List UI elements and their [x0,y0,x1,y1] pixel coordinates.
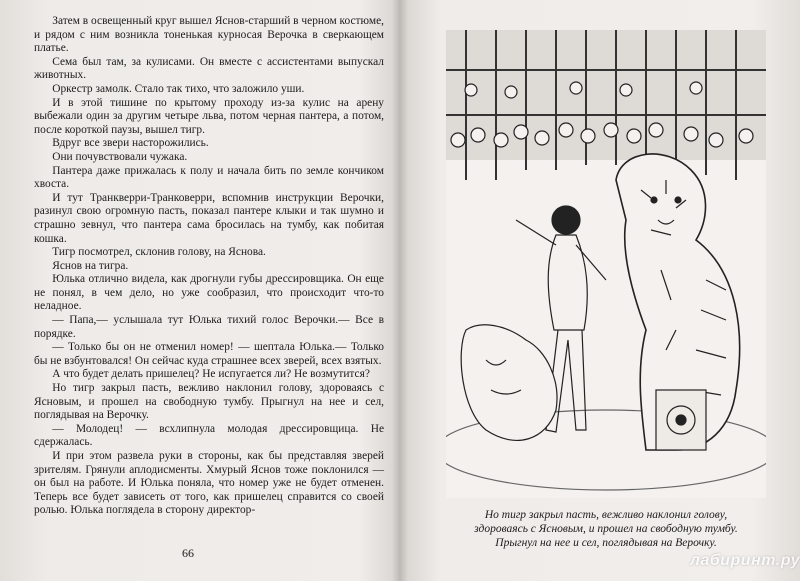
paragraph: Пантера даже прижалась к полу и начала бить по земле кончиком хвоста. [34,164,384,191]
paragraph: Яснов на тигра. [52,259,129,272]
illustration-drawing [446,30,766,498]
paragraph: Но тигр закрыл пасть, вежливо наклонил голову, здороваясь с Ясновым, и прошел на свободную тумбу. Прыгнул на нее и сел, поглядывая на Верочку. [34,382,384,422]
paragraph: Тигр посмотрел, склонив голову, на Яснова. [52,246,266,259]
paragraph: — Молодец! — всхлипнула молодая дрессировщица. Не сдержалась. [34,422,384,449]
paragraph: Сема был там, за кулисами. Он вместе с ассистентами выпускал животных. [34,55,384,82]
paragraph: Вдруг все звери насторожились. [52,137,209,150]
paragraph: Оркестр замолк. Стало так тихо, что заложило уши. [52,82,305,95]
paragraph: Они почувствовали чужака. [52,150,188,163]
page-gutter [392,0,408,581]
paragraph: А что будет делать пришелец? Не испугается ли? Не возмутится? [52,368,370,381]
paragraph: Затем в освещенный круг вышел Яснов-старший в черном костюме, и рядом с ним возникла тоненькая курносая Верочка в сверкающем платье. [34,15,384,55]
page-number: 66 [182,546,194,560]
caption-line: Прыгнул на нее и сел, поглядывая на Верочку. [495,537,717,549]
paragraph: И тут Транкверри-Транковерри, вспомнив инструкции Верочки, разинул свою огромную пасть, показал пантере клыки и так шумно и страшно зевнул, что пантера сама бросилась на тумбу, как побитая кошка. [34,191,384,245]
illustration-caption [430,508,782,550]
illustration-tiger-circus [446,30,766,498]
paragraph: И при этом развела руки в стороны, как бы представляя зверей зрителям. Грянули аплодисменты. Хмурый Яснов тоже поклонился — он был на работе. И Юлька поняла, что номер уже не будет отменен. Теперь все будет зависеть от того, как пришелец справится со своей ролью. Юлька поглядела в сторону директор- [34,450,384,517]
paragraph: И в этой тишине по крытому проходу из-за кулис на арену выбежали один за другим четыре льва, потом черная пантера, а потом, после короткой паузы, вышел тигр. [34,96,384,136]
watermark: лабиринт.ру [690,552,800,569]
caption-line: Но тигр закрыл пасть, вежливо наклонил голову, [484,509,728,521]
paragraph: Юлька отлично видела, как дрогнули губы дрессировщика. Он еще не понял, в чем дело, но уже сообразил, что происходит что-то неладное. [34,273,384,313]
paragraph: — Только бы он не отменил номер! — шептала Юлька.— Только бы не взбунтовался! Он сейчас куда страшнее всех зверей, всех взятых. [34,341,384,367]
paragraph: — Папа,— услышала тут Юлька тихий голос Верочки.— Все в порядке. [34,314,384,340]
caption-line: здороваясь с Ясновым, и прошел на свободную тумбу. [474,523,738,535]
left-page-text [34,15,384,518]
